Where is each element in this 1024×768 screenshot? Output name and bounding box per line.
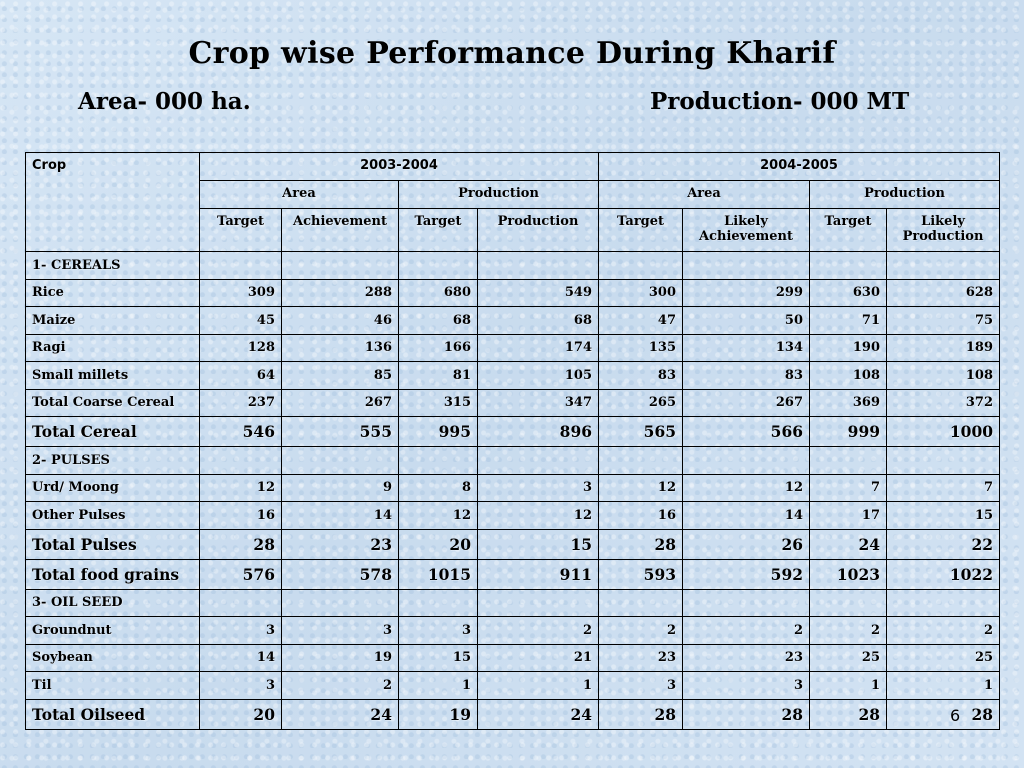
table-cell: 1 [810, 672, 887, 700]
table-cell: 108 [887, 362, 1000, 390]
table-cell [810, 252, 887, 280]
table-row [26, 699, 1000, 729]
table-cell: 85 [282, 362, 399, 390]
table-cell: 3 [200, 617, 282, 645]
table-cell [478, 252, 599, 280]
table-cell: 25 [887, 644, 1000, 672]
table-cell: 45 [200, 307, 282, 335]
column-header: Target [399, 209, 478, 252]
table-cell: 28 [887, 699, 1000, 729]
table-cell: 75 [887, 307, 1000, 335]
table-cell: 23 [683, 644, 810, 672]
table-cell: 911 [478, 559, 599, 589]
table-cell: 15 [887, 502, 1000, 530]
row-label: Total food grains [26, 559, 200, 589]
table-cell: 576 [200, 559, 282, 589]
table-row [26, 279, 1000, 307]
table-row [26, 617, 1000, 645]
table-cell: 17 [810, 502, 887, 530]
table-cell [599, 447, 683, 475]
table-row [26, 529, 1000, 559]
table-cell: 300 [599, 279, 683, 307]
page-title: Crop wise Performance During Kharif [188, 36, 836, 71]
year-header: 2003-2004 [200, 153, 599, 181]
table-cell [478, 589, 599, 617]
table-cell: 549 [478, 279, 599, 307]
table-cell: 15 [478, 529, 599, 559]
table-cell [683, 447, 810, 475]
table-cell: 21 [478, 644, 599, 672]
row-label: Total Cereal [26, 417, 200, 447]
table-cell [282, 252, 399, 280]
table-cell [282, 589, 399, 617]
table-cell [887, 447, 1000, 475]
row-label: Rice [26, 279, 200, 307]
table-row [26, 589, 1000, 617]
table-cell: 1000 [887, 417, 1000, 447]
table-cell: 372 [887, 389, 1000, 417]
table-cell: 174 [478, 334, 599, 362]
table-cell [399, 447, 478, 475]
table-row [26, 334, 1000, 362]
table-row [26, 362, 1000, 390]
row-label: 2- PULSES [26, 447, 200, 475]
year-header: 2004-2005 [599, 153, 1000, 181]
table-cell: 546 [200, 417, 282, 447]
table-cell: 3 [683, 672, 810, 700]
table-cell: 46 [282, 307, 399, 335]
table-cell [810, 447, 887, 475]
table-cell: 22 [887, 529, 1000, 559]
row-label: Til [26, 672, 200, 700]
table-cell: 565 [599, 417, 683, 447]
area-unit-label: Area- 000 ha. [78, 88, 251, 115]
table-cell: 128 [200, 334, 282, 362]
table-cell: 23 [282, 529, 399, 559]
table-cell: 265 [599, 389, 683, 417]
table-cell: 68 [399, 307, 478, 335]
table-cell: 23 [599, 644, 683, 672]
group-header: Production [810, 181, 1000, 209]
table-cell: 189 [887, 334, 1000, 362]
table-cell: 24 [810, 529, 887, 559]
table-cell: 136 [282, 334, 399, 362]
row-label: 3- OIL SEED [26, 589, 200, 617]
table-cell: 630 [810, 279, 887, 307]
table-cell: 3 [599, 672, 683, 700]
table-row [26, 672, 1000, 700]
table-row [26, 389, 1000, 417]
table-cell: 12 [599, 474, 683, 502]
table-cell: 680 [399, 279, 478, 307]
table-cell: 28 [599, 529, 683, 559]
table-cell: 999 [810, 417, 887, 447]
table-cell: 19 [282, 644, 399, 672]
table-row [26, 502, 1000, 530]
table-cell: 2 [887, 617, 1000, 645]
table-cell: 24 [478, 699, 599, 729]
table-cell [282, 447, 399, 475]
table-row [26, 559, 1000, 589]
column-header: Production [478, 209, 599, 252]
table-cell: 81 [399, 362, 478, 390]
row-label: Groundnut [26, 617, 200, 645]
row-label: Soybean [26, 644, 200, 672]
table-cell: 237 [200, 389, 282, 417]
table-cell: 28 [200, 529, 282, 559]
table-cell: 134 [683, 334, 810, 362]
table-cell: 14 [200, 644, 282, 672]
table-cell [200, 252, 282, 280]
table-cell: 566 [683, 417, 810, 447]
table-cell: 299 [683, 279, 810, 307]
table-cell: 135 [599, 334, 683, 362]
table-cell: 12 [200, 474, 282, 502]
table-cell: 83 [683, 362, 810, 390]
row-label: Total Oilseed [26, 699, 200, 729]
table-cell: 50 [683, 307, 810, 335]
table-cell [683, 589, 810, 617]
table-cell [599, 252, 683, 280]
table-cell [887, 589, 1000, 617]
table-cell: 9 [282, 474, 399, 502]
page-number: 6 [950, 706, 961, 725]
group-header: Production [399, 181, 599, 209]
table-cell [399, 589, 478, 617]
table-cell: 3 [282, 617, 399, 645]
table-cell: 1 [478, 672, 599, 700]
table-cell: 16 [599, 502, 683, 530]
table-cell: 24 [282, 699, 399, 729]
table-cell: 309 [200, 279, 282, 307]
table-row [26, 447, 1000, 475]
row-label: 1- CEREALS [26, 252, 200, 280]
table-cell: 288 [282, 279, 399, 307]
table-cell: 20 [200, 699, 282, 729]
table-cell: 16 [200, 502, 282, 530]
table-row [26, 252, 1000, 280]
production-unit-label: Production- 000 MT [650, 88, 910, 115]
table-cell: 15 [399, 644, 478, 672]
table-cell: 1022 [887, 559, 1000, 589]
table-cell: 1 [399, 672, 478, 700]
table-cell [200, 589, 282, 617]
table-row [26, 307, 1000, 335]
table-cell: 190 [810, 334, 887, 362]
table-cell: 1015 [399, 559, 478, 589]
table-cell: 628 [887, 279, 1000, 307]
crop-column-header: Crop [26, 153, 200, 252]
table-cell: 83 [599, 362, 683, 390]
column-header: Likely Achievement [683, 209, 810, 252]
table-cell: 71 [810, 307, 887, 335]
table-cell: 166 [399, 334, 478, 362]
table-cell [683, 252, 810, 280]
table-cell [478, 447, 599, 475]
table-cell: 47 [599, 307, 683, 335]
table-cell: 896 [478, 417, 599, 447]
column-header: Target [810, 209, 887, 252]
table-cell: 2 [810, 617, 887, 645]
table-cell: 1023 [810, 559, 887, 589]
table-cell: 578 [282, 559, 399, 589]
table-cell: 64 [200, 362, 282, 390]
table-cell: 28 [599, 699, 683, 729]
table-cell: 592 [683, 559, 810, 589]
table-cell: 2 [599, 617, 683, 645]
table-cell: 315 [399, 389, 478, 417]
table-cell: 7 [810, 474, 887, 502]
table-row [26, 474, 1000, 502]
group-header: Area [200, 181, 399, 209]
row-label: Other Pulses [26, 502, 200, 530]
table-row [26, 644, 1000, 672]
table-cell: 12 [683, 474, 810, 502]
table-cell: 105 [478, 362, 599, 390]
table-cell [399, 252, 478, 280]
table-cell: 108 [810, 362, 887, 390]
crop-performance-table [25, 152, 1000, 730]
table-cell [599, 589, 683, 617]
table-cell: 8 [399, 474, 478, 502]
table-cell: 12 [478, 502, 599, 530]
table-cell: 19 [399, 699, 478, 729]
table-cell [200, 447, 282, 475]
table-cell: 1 [887, 672, 1000, 700]
row-label: Ragi [26, 334, 200, 362]
table-cell: 14 [282, 502, 399, 530]
table-cell: 12 [399, 502, 478, 530]
table-cell: 20 [399, 529, 478, 559]
table-cell: 347 [478, 389, 599, 417]
table-body [26, 252, 1000, 730]
table-cell: 995 [399, 417, 478, 447]
table-cell [810, 589, 887, 617]
table-cell: 28 [810, 699, 887, 729]
table-cell: 2 [683, 617, 810, 645]
table-cell: 2 [282, 672, 399, 700]
table-row [26, 417, 1000, 447]
row-label: Small millets [26, 362, 200, 390]
table-cell: 555 [282, 417, 399, 447]
row-label: Total Pulses [26, 529, 200, 559]
column-header: Achievement [282, 209, 399, 252]
table-cell: 2 [478, 617, 599, 645]
table-cell: 3 [200, 672, 282, 700]
table-cell: 3 [478, 474, 599, 502]
column-header: Likely Production [887, 209, 1000, 252]
table-cell: 7 [887, 474, 1000, 502]
table-cell: 28 [683, 699, 810, 729]
table-cell: 593 [599, 559, 683, 589]
row-label: Urd/ Moong [26, 474, 200, 502]
table-cell: 369 [810, 389, 887, 417]
row-label: Total Coarse Cereal [26, 389, 200, 417]
table-cell: 3 [399, 617, 478, 645]
table-cell: 68 [478, 307, 599, 335]
group-header: Area [599, 181, 810, 209]
table-cell: 25 [810, 644, 887, 672]
column-header: Target [200, 209, 282, 252]
column-header: Target [599, 209, 683, 252]
table-cell: 26 [683, 529, 810, 559]
table-cell: 267 [282, 389, 399, 417]
table-cell: 14 [683, 502, 810, 530]
table-cell [887, 252, 1000, 280]
table-cell: 267 [683, 389, 810, 417]
row-label: Maize [26, 307, 200, 335]
